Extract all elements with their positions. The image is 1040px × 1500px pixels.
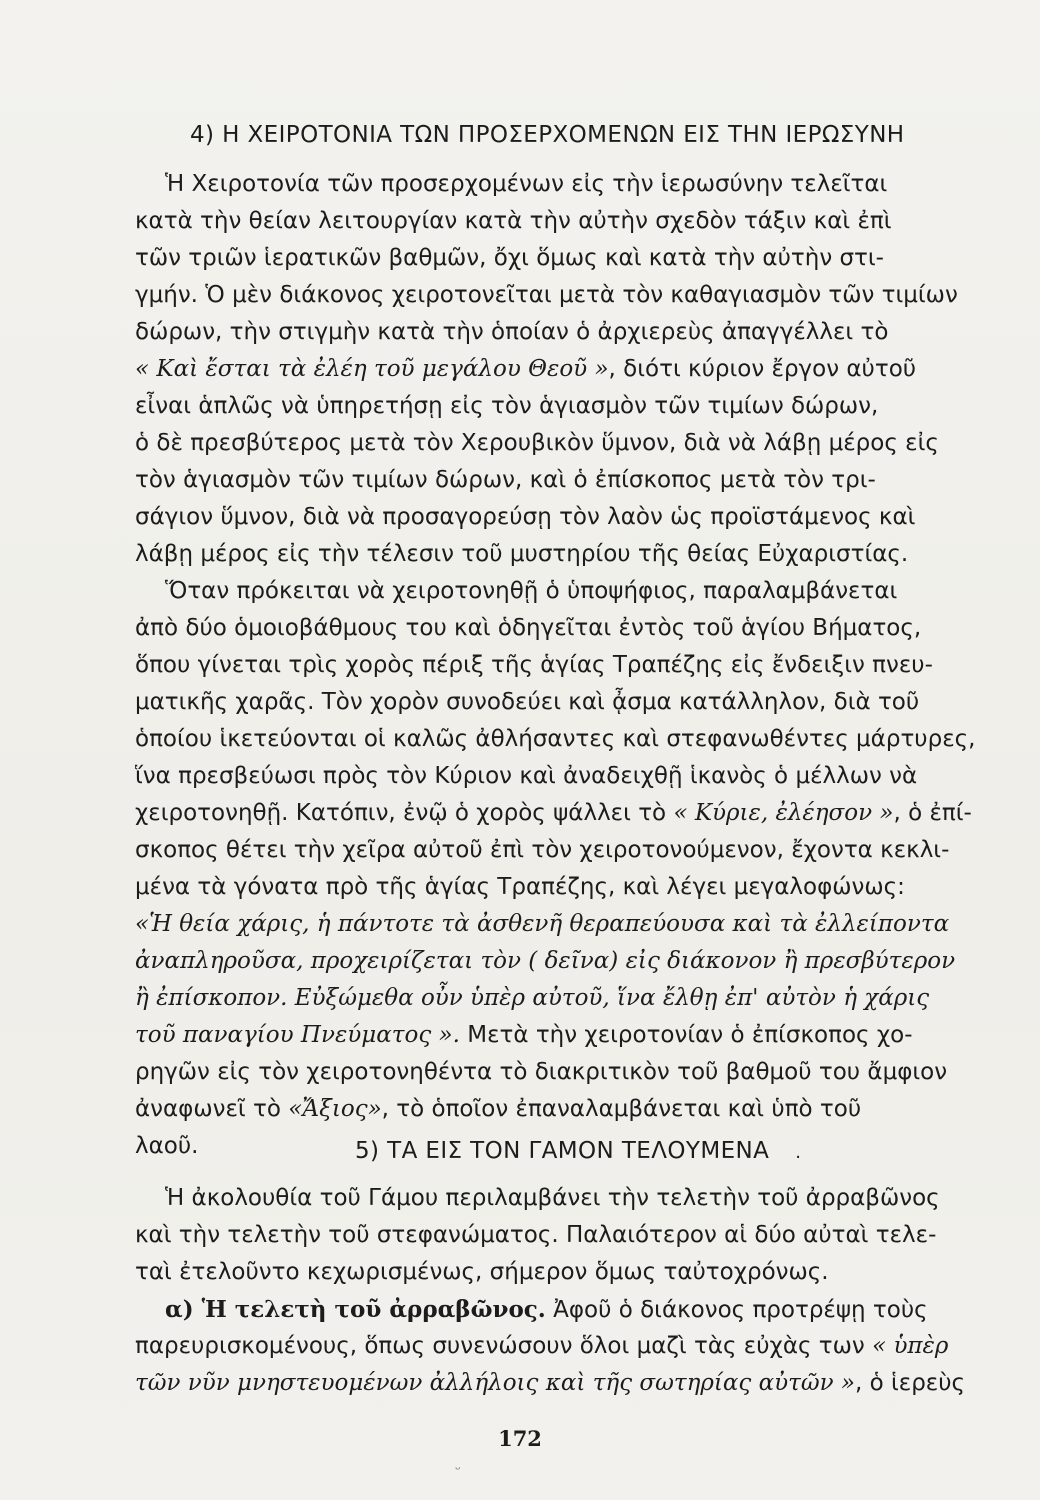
prayer-end: τοῦ παναγίου Πνεύματος ».	[135, 1022, 460, 1048]
text-line: δώρων, τὴν στιγμὴν κατὰ τὴν ὁποίαν ὁ ἀρχιερεὺς ἀπαγγέλλει τὸ	[135, 319, 889, 345]
text-line: ρηγῶν εἰς τὸν χειροτονηθέντα τὸ διακριτικὸν τοῦ βαθμοῦ του ἄμφιον	[135, 1059, 948, 1085]
text-line: λαοῦ.	[135, 1133, 199, 1159]
text-line	[135, 795, 985, 832]
text-line: ὅπου γίνεται τρὶς χορὸς πέριξ τῆς ἁγίας Τραπέζης εἰς ἔνδειξιν πνευ-	[135, 652, 933, 678]
prayer-line: «Ἡ θεία χάρις, ἡ πάντοτε τὰ ἀσθενῆ θεραπεύουσα καὶ τὰ ἐλλείποντα	[135, 911, 950, 937]
liturgical-quote: « ὑπὲρ	[872, 1333, 949, 1359]
text-line: σκοπος θέτει τὴν χεῖρα αὐτοῦ ἐπὶ τὸν χειροτονούμενον, ἔχοντα κεκλι-	[135, 837, 950, 863]
text-span: Ἀφοῦ ὁ διάκονος προτρέψῃ τοὺς	[545, 1297, 928, 1323]
prayer-line: ἢ ἐπίσκοπον. Εὐξώμεθα οὖν ὑπὲρ αὐτοῦ, ἵνα ἔλθῃ ἐπ' αὐτὸν ἡ χάρις	[135, 985, 930, 1011]
section-5-text	[135, 1180, 985, 1402]
section-4-text	[135, 166, 985, 1165]
liturgical-quote: « Καὶ ἔσται τὰ ἐλέη τοῦ μεγάλου Θεοῦ »	[135, 356, 609, 382]
text-line: ματικῆς χαρᾶς. Τὸν χορὸν συνοδεύει καὶ ᾆσμα κατάλληλον, διὰ τοῦ	[135, 689, 920, 715]
text-span: ἀναφωνεῖ τὸ	[135, 1096, 289, 1122]
text-line: Ὅταν πρόκειται νὰ χειροτονηθῇ ὁ ὑποψήφιος, παραλαμβάνεται	[165, 578, 898, 604]
text-span: , ὁ ἐπί-	[893, 800, 972, 826]
stray-mark: .	[795, 1142, 802, 1163]
text-line: τῶν τριῶν ἱερατικῶν βαθμῶν, ὄχι ὅμως καὶ κατὰ τὴν αὐτὴν στι-	[135, 245, 884, 271]
text-line	[135, 1291, 985, 1328]
text-line: γμήν. Ὁ μὲν διάκονος χειροτονεῖται μετὰ τὸν καθαγιασμὸν τῶν τιμίων	[135, 282, 958, 308]
text-line: ὁποίου ἱκετεύονται οἱ καλῶς ἀθλήσαντες καὶ στεφανωθέντες μάρτυρες,	[135, 726, 976, 752]
text-span: , ὁ ἱερεὺς	[854, 1370, 966, 1396]
text-line: ἵνα πρεσβεύωσι πρὸς τὸν Κύριον καὶ ἀναδειχθῇ ἱκανὸς ὁ μέλλων νὰ	[135, 763, 918, 789]
text-span: παρευρισκομένους, ὅπως συνενώσουν ὅλοι μαζὶ τὰς εὐχὰς των	[135, 1333, 873, 1359]
liturgical-quote: τῶν νῦν μνηστευομένων ἀλλήλοις καὶ τῆς σωτηρίας αὐτῶν »	[135, 1370, 855, 1396]
liturgical-quote: «Ἄξιος»	[288, 1096, 382, 1122]
text-span: , τὸ ὁποῖον ἐπαναλαμβάνεται καὶ ὑπὸ τοῦ	[381, 1096, 862, 1122]
text-line: Ἡ Χειροτονία τῶν προσερχομένων εἰς τὴν ἱερωσύνην τελεῖται	[165, 171, 888, 197]
section-5-title: 5) ΤΑ ΕΙΣ ΤΟΝ ΓΑΜΟΝ ΤΕΛΟΥΜΕΝΑ	[355, 1138, 770, 1164]
text-line	[135, 1017, 985, 1054]
text-line	[135, 1091, 985, 1128]
liturgical-quote: « Κύριε, ἐλέησον »	[673, 800, 894, 826]
text-line: τὸν ἁγιασμὸν τῶν τιμίων δώρων, καὶ ὁ ἐπίσκοπος μετὰ τὸν τρι-	[135, 467, 876, 493]
section-4-heading: 4) Η ΧΕΙΡΟΤΟΝΙΑ ΤΩΝ ΠΡΟΣΕΡΧΟΜΕΝΩΝ ΕΙΣ ΤΗΝ ΙΕΡΩΣΥΝΗ	[190, 122, 905, 148]
text-line: λάβῃ μέρος εἰς τὴν τέλεσιν τοῦ μυστηρίου τῆς θείας Εὐχαριστίας.	[135, 541, 909, 567]
text-line: σάγιον ὕμνον, διὰ νὰ προσαγορεύσῃ τὸν λαὸν ὡς προϊστάμενος καὶ	[135, 504, 916, 530]
text-span: , διότι κύριον ἔργον αὐτοῦ	[608, 356, 917, 382]
prayer-line: ἀναπληροῦσα, προχειρίζεται τὸν ( δεῖνα) εἰς διάκονον ἢ πρεσβύτερον	[135, 948, 956, 974]
text-line	[135, 1365, 985, 1402]
page-number: 172	[498, 1426, 542, 1451]
text-line: ὁ δὲ πρεσβύτερος μετὰ τὸν Χερουβικὸν ὕμνον, διὰ νὰ λάβῃ μέρος εἰς	[135, 430, 939, 456]
subsection-label: α) Ἡ τελετὴ τοῦ ἀρραβῶνος.	[165, 1296, 546, 1323]
text-line	[135, 1328, 985, 1365]
text-line: Ἡ ἀκολουθία τοῦ Γάμου περιλαμβάνει τὴν τελετὴν τοῦ ἀρραβῶνος	[165, 1185, 940, 1211]
text-line: κατὰ τὴν θείαν λειτουργίαν κατὰ τὴν αὐτὴν σχεδὸν τάξιν καὶ ἐπὶ	[135, 208, 892, 234]
text-line: μένα τὰ γόνατα πρὸ τῆς ἁγίας Τραπέζης, καὶ λέγει μεγαλοφώνως:	[135, 874, 905, 900]
text-span: Μετὰ τὴν χειροτονίαν ὁ ἐπίσκοπος χο-	[459, 1022, 913, 1048]
text-line: καὶ τὴν τελετὴν τοῦ στεφανώματος. Παλαιότερον αἱ δύο αὐταὶ τελε-	[135, 1222, 937, 1248]
text-line: ἀπὸ δύο ὁμοιοβάθμους του καὶ ὁδηγεῖται ἐντὸς τοῦ ἁγίου Βήματος,	[135, 615, 922, 641]
text-line	[135, 351, 985, 388]
text-line: ταὶ ἐτελοῦντο κεχωρισμένως, σήμερον ὅμως ταὐτοχρόνως.	[135, 1259, 829, 1285]
bottom-mark: ᵕ	[455, 1462, 461, 1478]
section-5-heading	[355, 1138, 875, 1164]
text-span: χειροτονηθῇ. Κατόπιν, ἐνῷ ὁ χορὸς ψάλλει τὸ	[135, 800, 674, 826]
text-line: εἶναι ἁπλῶς νὰ ὑπηρετήσῃ εἰς τὸν ἁγιασμὸν τῶν τιμίων δώρων,	[135, 393, 879, 419]
